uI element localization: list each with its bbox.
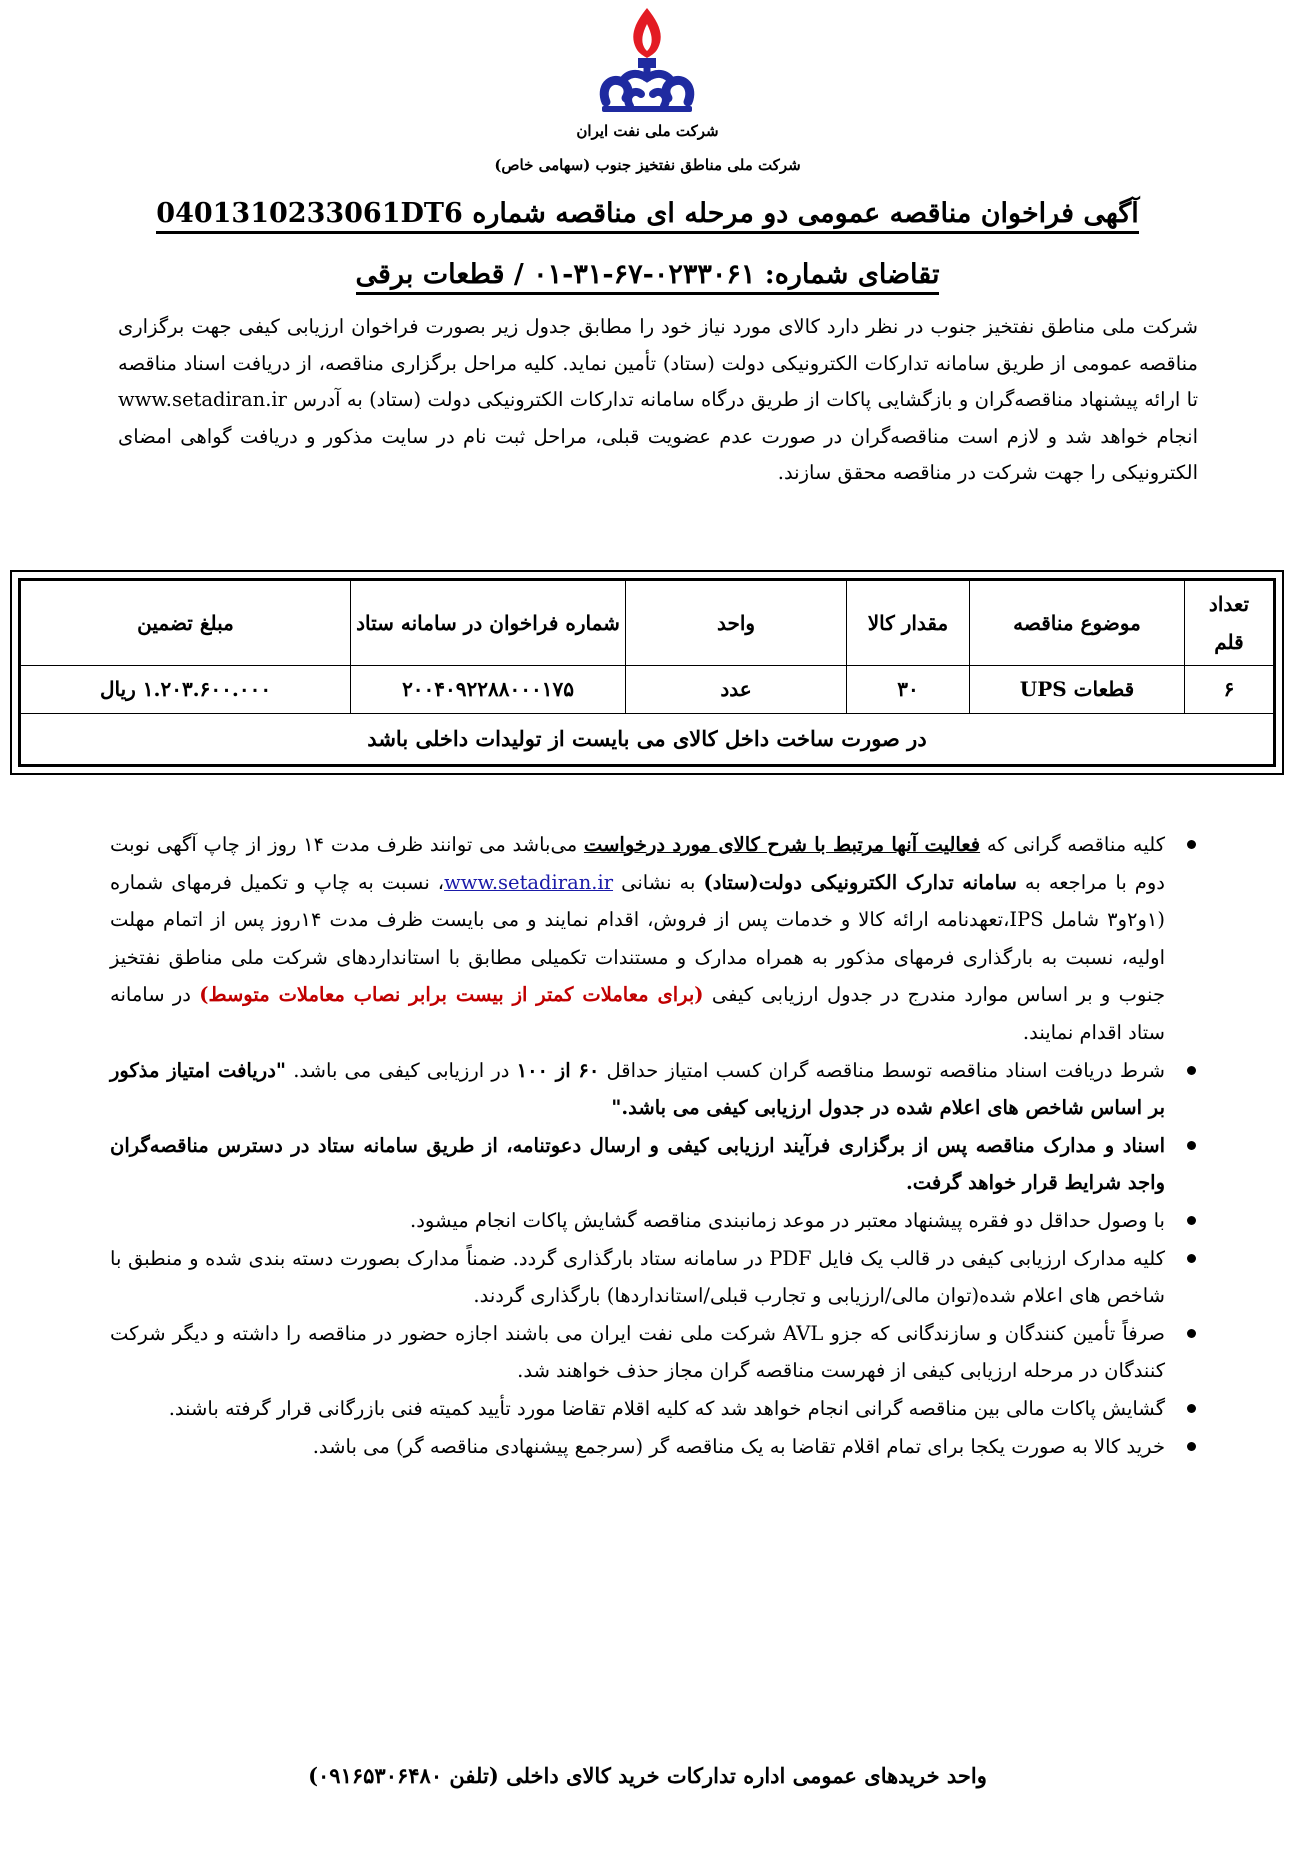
list-item: خرید کالا به صورت یکجا برای تمام اقلام تقاضا به یک مناقصه گر (سرجمع پیشنهادی مناقصه گر) می باشد. — [110, 1428, 1200, 1466]
tender-table — [20, 580, 1274, 765]
bullet-icon — [1187, 1141, 1196, 1150]
cell-call-number: ۲۰۰۴۰۹۲۲۸۸۰۰۰۱۷۵ — [351, 665, 626, 713]
header-subject: موضوع مناقصه — [970, 581, 1185, 666]
bullet-icon — [1187, 1442, 1196, 1451]
table-header-row — [21, 581, 1274, 666]
cell-item-count: ۶ — [1185, 665, 1274, 713]
request-number-title: تقاضای شماره: ۰۲۳۳۰۶۱-۶۷-۳۱-۰۱ / قطعات برقی — [60, 259, 1235, 290]
nioc-flame-logo-icon — [594, 6, 700, 116]
header-unit: واحد — [626, 581, 847, 666]
cell-quantity: ۳۰ — [847, 665, 970, 713]
table-note-row — [21, 713, 1274, 764]
cell-guarantee-amount: ۱.۲۰۳.۶۰۰.۰۰۰ ریال — [21, 665, 351, 713]
bullet-icon — [1187, 1066, 1196, 1075]
tender-table-frame — [10, 570, 1284, 775]
header-call-number: شماره فراخوان در سامانه ستاد — [351, 581, 626, 666]
header-item-count: تعداد قلم — [1185, 581, 1274, 666]
organization-subsidiary-name: شرکت ملی مناطق نفتخیز جنوب (سهامی خاص) — [494, 156, 801, 174]
bullet-icon — [1187, 840, 1196, 849]
setadiran-link[interactable]: www.setadiran.ir — [118, 388, 287, 411]
bullet-icon — [1187, 1329, 1196, 1338]
cell-unit: عدد — [626, 665, 847, 713]
list-item: کلیه مدارک ارزیابی کیفی در قالب یک فایل PDF در سامانه ستاد بارگذاری گردد. ضمناً مدارک بصورت دسته بندی شده و منطبق با شاخص های اعلام شده(توان مالی/ارزیابی و تجارب قبلی/استانداردها) بارگذاری گردند. — [110, 1240, 1200, 1315]
domestic-production-note: در صورت ساخت داخل کالای می بایست از تولیدات داخلی باشد — [21, 713, 1274, 764]
list-item: شرط دریافت اسناد مناقصه توسط مناقصه گران کسب امتیاز حداقل ۶۰ از ۱۰۰ در ارزیابی کیفی می باشد. "دریافت امتیاز مذکور بر اساس شاخص های اعلام شده در جدول ارزیابی کیفی می باشد." — [110, 1052, 1200, 1127]
bullet-icon — [1187, 1216, 1196, 1225]
header-guarantee-amount: مبلغ تضمین — [21, 581, 351, 666]
list-item: اسناد و مدارک مناقصه پس از برگزاری فرآیند ارزیابی کیفی و ارسال دعوتنامه، از طریق سامانه ستاد در دسترس مناقصه‌گران واجد شرایط قرار خواهد گرفت. — [110, 1127, 1200, 1202]
setadiran-link[interactable]: www.setadiran.ir — [444, 870, 614, 894]
bullet-icon — [1187, 1404, 1196, 1413]
list-item: گشایش پاکات مالی بین مناقصه گرانی انجام خواهد شد که کلیه اقلام تقاضا مورد تأیید کمیته فنی بازرگانی قرار گرفته باشند. — [110, 1390, 1200, 1428]
header-quantity: مقدار کالا — [847, 581, 970, 666]
contact-footer: واحد خریدهای عمومی اداره تدارکات خرید کالای داخلی (تلفن ۰۹۱۶۵۳۰۶۴۸۰) — [308, 1763, 987, 1788]
list-item: صرفاً تأمین کنندگان و سازندگانی که جزو AVL شرکت ملی نفت ایران می باشند اجازه حضور در مناقصه را داشته و دیگر شرکت کنندگان در مرحله ارزیابی کیفی از فهرست مناقصه گران مجاز حذف خواهند شد. — [110, 1315, 1200, 1390]
cell-subject: قطعات UPS — [970, 665, 1185, 713]
notice-title: آگهی فراخوان مناقصه عمومی دو مرحله ای مناقصه شماره 0401310233061DT6 — [60, 198, 1235, 229]
list-item: با وصول حداقل دو فقره پیشنهاد معتبر در موعد زمانبندی مناقصه گشایش پاکات انجام میشود. — [110, 1202, 1200, 1240]
organization-name: شرکت ملی نفت ایران — [576, 122, 719, 140]
bullet-icon — [1187, 1254, 1196, 1263]
intro-paragraph: شرکت ملی مناطق نفتخیز جنوب در نظر دارد کالای مورد نیاز خود را مطابق جدول زیر بصورت فراخوان ارزیابی کیفی جهت برگزاری مناقصه عمومی از طریق سامانه تدارکات الکترونیکی دولت (ستاد) تأمین نماید. کلیه مراحل برگزاری مناقصه، از دریافت اسناد مناقصه تا ارائه پیشنهاد مناقصه‌گران و بازگشایی پاکات از طریق درگاه سامانه تدارکات الکترونیکی دولت (ستاد) به آدرس www.setadiran.ir انجام خواهد شد و لازم است مناقصه‌گران در صورت عدم عضویت قبلی، مراحل ثبت نام در سایت مذکور و دریافت گواهی امضای الکترونیکی را جهت شرکت در مناقصه محقق سازند. — [118, 315, 1198, 484]
conditions-list — [110, 826, 1200, 1465]
list-item: کلیه مناقصه گرانی که فعالیت آنها مرتبط با شرح کالای مورد درخواست می‌باشد می توانند ظرف مدت ۱۴ روز از چاپ آگهی نوبت دوم با مراجعه به سامانه تدارک الکترونیکی دولت(ستاد) به نشانی www.setadiran.ir، نسبت به چاپ و تکمیل فرمهای شماره (۱و۲و۳ شامل IPS،تعهدنامه ارائه کالا و خدمات پس از فروش، اقدام نمایند و می بایست ظرف مدت ۱۴روز پس از اتمام مهلت اولیه، نسبت به بارگذاری فرمهای مذکور به همراه مدارک و مستندات تکمیلی مطابق با استانداردهای شرکت ملی مناطق نفتخیز جنوب و بر اساس موارد مندرج در جدول ارزیابی کیفی (برای معاملات کمتر از بیست برابر نصاب معاملات متوسط) در سامانه ستاد اقدام نمایند. — [110, 826, 1200, 1052]
table-row — [21, 665, 1274, 713]
